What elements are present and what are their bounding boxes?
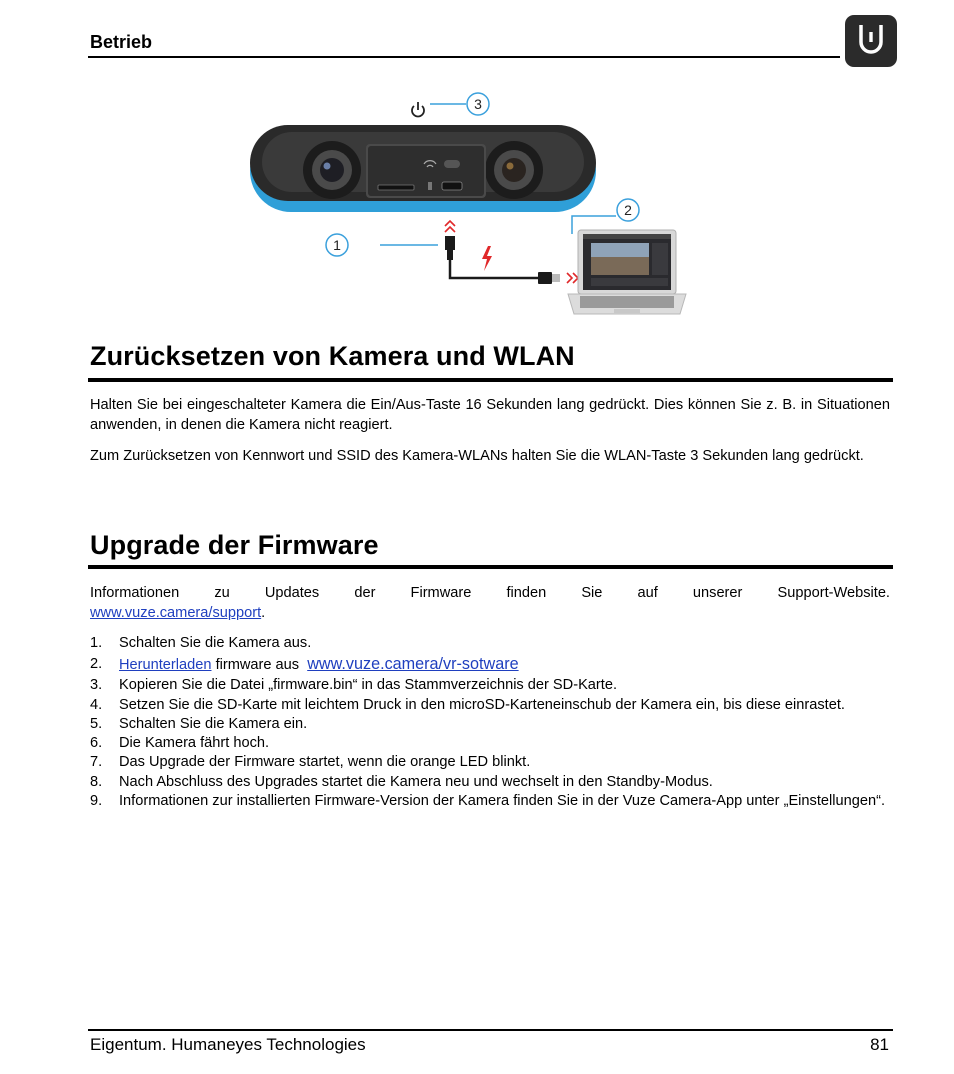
paragraph-firmware-intro: Informationen zu Updates der Firmware finden Sie auf unserer Support-Website. [90,585,890,601]
chevrons-up-icon [445,221,455,232]
step-text: Kopieren Sie die Datei „firmware.bin“ in das Stammverzeichnis der SD-Karte. [119,677,618,694]
step-text: Informationen zur installierten Firmware-Version der Kamera finden Sie in der Vuze Camera-App unter „Einstellungen“. [119,793,885,810]
footer-divider [88,1029,893,1031]
firmware-steps-list [90,634,890,811]
vr-software-link[interactable]: www.vuze.camera/vr-sotware [307,655,519,674]
heading-firmware-rule [88,565,893,569]
vuze-camera [250,125,596,212]
paragraph-firmware-link-line [90,603,890,623]
list-item [90,653,890,676]
heading-reset: Zurücksetzen von Kamera und WLAN [90,341,575,371]
step-text: Das Upgrade der Firmware startet, wenn die orange LED blinkt. [119,754,531,771]
support-link[interactable]: www.vuze.camera/support [90,605,262,621]
step-number: 8. [90,773,103,790]
lightning-icon [482,246,492,271]
step-text: firmware aus [215,657,300,674]
list-item [90,753,890,772]
page-number: 81 [870,1035,889,1054]
step-number: 6. [90,735,103,752]
list-item [90,734,890,753]
list-item [90,696,890,715]
section-header: Betrieb [90,32,153,52]
list-item [90,715,890,734]
chevrons-right-icon [567,273,578,283]
step-number: 3. [90,677,103,694]
step-text: Die Kamera fährt hoch. [119,735,270,752]
power-icon [412,102,424,116]
step-text: Schalten Sie die Kamera ein. [119,715,308,732]
callout-2 [617,199,639,221]
step-number: 2. [90,656,103,673]
footer-copyright: Eigentum. Humaneyes Technologies [90,1035,366,1054]
list-item [90,634,890,653]
step-text: Setzen Sie die SD-Karte mit leichtem Druck in den microSD-Karteneinschub der Kamera ein, bis diese einrastet. [119,696,845,713]
intro-period: . [261,605,266,621]
callout-3-label: 3 [474,96,482,112]
callout-1 [326,234,348,256]
callout-3 [467,93,489,115]
laptop [568,230,686,314]
callout-1-label: 1 [333,237,341,253]
paragraph-reset-camera: Halten Sie bei eingeschalteter Kamera die Ein/Aus-Taste 16 Sekunden lang gedrückt. Dies können Sie z. B. in Situationen anwenden, in denen die Kamera nicht reagiert. [90,397,890,433]
step-number: 5. [90,715,103,732]
callout-2-label: 2 [624,202,632,218]
paragraph-reset-wlan: Zum Zurücksetzen von Kennwort und SSID des Kamera-WLANs halten Sie die WLAN-Taste 3 Sekunden lang gedrückt. [90,448,864,464]
heading-firmware: Upgrade der Firmware [90,530,379,560]
step-text: Nach Abschluss des Upgrades startet die Kamera neu und wechselt in den Standby-Modus. [119,773,713,790]
header-divider [88,56,840,58]
step-number: 4. [90,696,103,713]
list-item [90,773,890,792]
usb-cable [445,221,578,284]
list-item [90,792,890,811]
usb-plug-icon [445,236,455,250]
step-number: 9. [90,793,103,810]
download-link[interactable]: Herunterladen [119,657,212,674]
vuze-logo-icon [845,15,897,67]
step-number: 1. [90,635,103,651]
camera-connection-diagram [238,82,718,318]
heading-reset-rule [88,378,893,382]
step-text: Schalten Sie die Kamera aus. [119,635,312,651]
step-number: 7. [90,754,103,771]
brand-logo [845,15,897,67]
list-item [90,676,890,695]
